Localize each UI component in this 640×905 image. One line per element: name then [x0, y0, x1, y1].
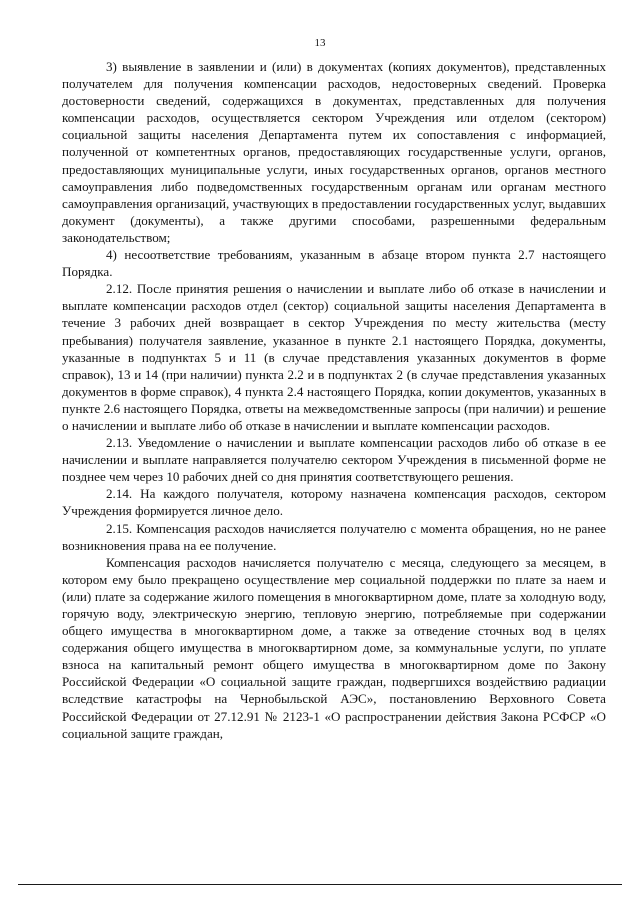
page-number: 13	[314, 37, 326, 49]
paragraph-item-3: 3) выявление в заявлении и (или) в документах (копиях документов), представленных получателем для получения компенсации расходов, недостоверных сведений. Проверка достоверности сведений, содержащихся в документах, представленных для получения компенсации расходов, осуществляется сектором Учреждения или отделом (сектором) социальной защиты населения Департамента путем их сопоставления с информацией, полученной от компетентных органов, предоставляющих государственные услуги, органов, предоставляющих муниципальные услуги, иных государственных органов, органов местного самоуправления либо подведомственных государственным органам или органам местного самоуправления организаций, участвующих в предоставлении государственных услуг, выдавших документ (документы), а также другими способами, разрешенными федеральным законодательством;	[62, 59, 606, 245]
paragraph-2-13: 2.13. Уведомление о начислении и выплате компенсации расходов либо об отказе в ее начислении и выплате направляется получателю сектором Учреждения в письменной форме не позднее чем через 10 рабочих дней со дня принятия соответствующего решения.	[62, 435, 606, 485]
paragraph-2-12: 2.12. После принятия решения о начислении и выплате либо об отказе в начислении и выплате компенсации расходов отдел (сектор) социальной защиты населения Департамента в течение 3 рабочих дней возвращает в сектор Учреждения по месту жительства (месту пребывания) получателя заявление, указанное в пункте 2.1 настоящего Порядка, документы, указанные в подпунктах 5 и 11 (в случае представления указанных документов в форме справок), 13 и 14 (при наличии) пункта 2.2 и в подпунктах 2 (в случае представления указанных документов в форме справок), 4 пункта 2.4 настоящего Порядка, копии документов, указанных в пункте 2.6 настоящего Порядка, ответы на межведомственные запросы (при наличии) и решение о начислении и выплате либо об отказе в начислении и выплате компенсации расходов.	[62, 281, 606, 433]
paragraph-compensation-accrual: Компенсация расходов начисляется получателю с месяца, следующего за месяцем, в котором ему было прекращено осуществление мер социальной поддержки по плате за наем и (или) плате за содержание жилого помещения в многоквартирном доме, плате за холодную воду, горячую воду, электрическую энергию, тепловую энергию, потребляемые при содержании общего имущества в многоквартирном доме, а также за отведение сточных вод в целях содержания общего имущества в многоквартирном доме, за коммунальные услуги, по уплате взноса на капитальный ремонт общего имущества в многоквартирном доме по Закону Российской Федерации «О социальной защите граждан, подвергшихся воздействию радиации вследствие катастрофы на Чернобыльской АЭС», постановлению Верховного Совета Российской Федерации от 27.12.91 № 2123-1 «О распространении действия Закона РСФСР «О социальной защите граждан,	[62, 554, 606, 741]
paragraph-item-4: 4) несоответствие требованиям, указанным в абзаце втором пункта 2.7 настоящего Порядка.	[62, 247, 606, 280]
document-body	[62, 58, 606, 742]
paragraph-2-14: 2.14. На каждого получателя, которому назначена компенсация расходов, сектором Учреждения формируется личное дело.	[62, 486, 606, 519]
footer-divider	[18, 884, 622, 885]
paragraph-2-15: 2.15. Компенсация расходов начисляется получателю с момента обращения, но не ранее возникновения права на ее получение.	[62, 520, 606, 553]
